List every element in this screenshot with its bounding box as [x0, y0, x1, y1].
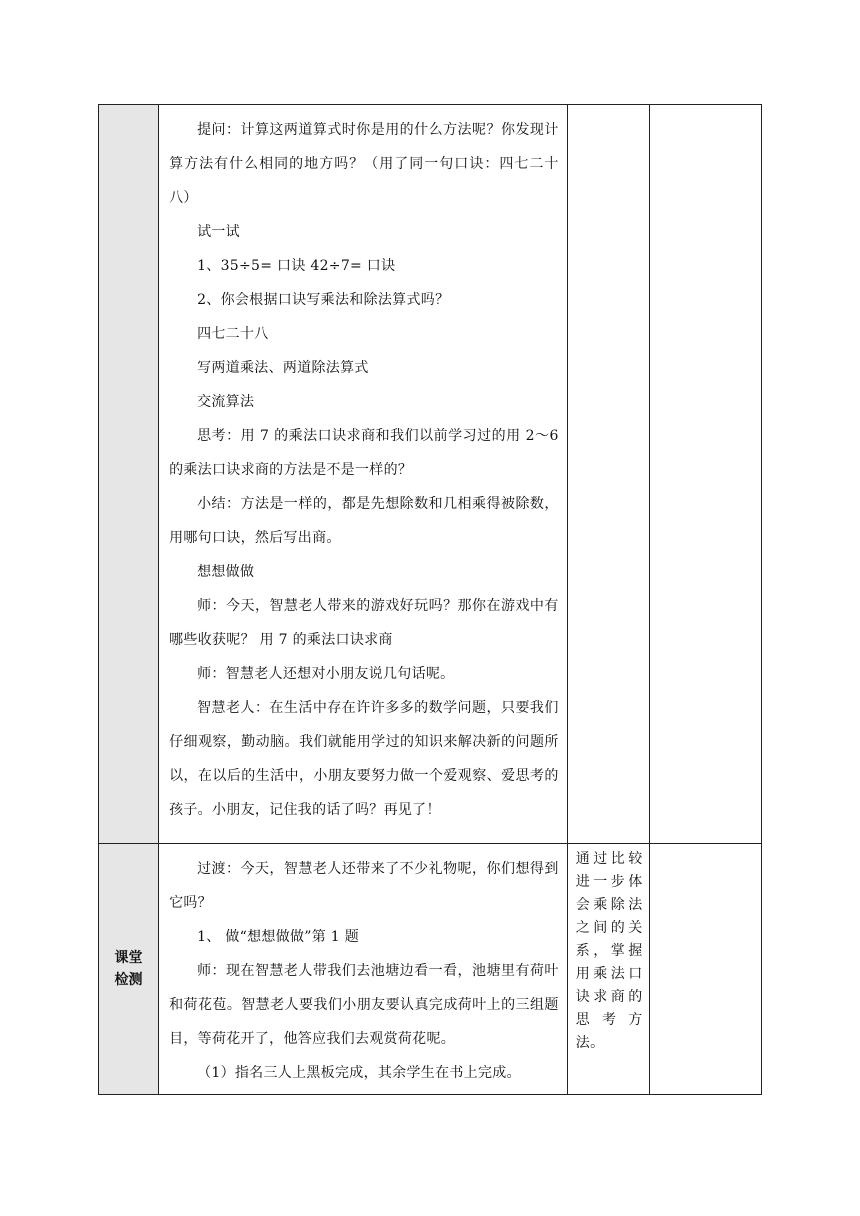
design-intent-note — [568, 844, 649, 1055]
content-cell — [159, 105, 568, 844]
design-intent-cell — [567, 844, 649, 1095]
section-label-cell — [99, 844, 159, 1095]
paragraph: 提问：计算这两道算式时你是用的什么方法呢？你发现计算方法有什么相同的地方吗？（用了同一句口诀：四七二十八） — [169, 122, 559, 206]
paragraph: 1、 做“想想做做”第 1 题 — [197, 929, 360, 945]
paragraph: 智慧老人：在生活中存在许许多多的数学问题，只要我们仔细观察，勤动脑。我们就能用学过的知识来解决新的问题所以，在以后的生活中，小朋友要努力做一个爱观察、爱思考的孩子。小朋友，记住我的话了吗？再见了！ — [169, 700, 559, 818]
paragraph: 师：今天，智慧老人带来的游戏好玩吗？那你在游戏中有哪些收获呢？ 用 7 的乘法口诀求商 — [169, 598, 559, 648]
table-row — [99, 844, 762, 1095]
design-intent-cell — [567, 105, 649, 844]
paragraph: 小结：方法是一样的，都是先想除数和几相乘得被除数，用哪句口诀，然后写出商。 — [169, 496, 559, 546]
paragraph: 师：现在智慧老人带我们去池塘边看一看，池塘里有荷叶和荷花苞。智慧老人要我们小朋友要认真完成荷叶上的三组题目，等荷花开了，他答应我们去观赏荷花呢。 — [169, 963, 559, 1047]
paragraph: 过渡：今天，智慧老人还带来了不少礼物呢，你们想得到它吗？ — [169, 861, 559, 911]
section-label: 课堂检测 — [114, 950, 143, 988]
note-line: 之间的关 — [575, 920, 643, 936]
paragraph: 四七二十八 — [197, 326, 269, 342]
paragraph: 交流算法 — [197, 394, 255, 410]
note-line: 诀求商的 — [575, 989, 643, 1005]
extra-cell — [649, 844, 761, 1095]
note-line: 会乘除法 — [575, 897, 643, 913]
paragraph: 写两道乘法、两道除法算式 — [197, 360, 369, 376]
paragraph: 想想做做 — [197, 564, 255, 580]
lesson-plan-table — [98, 104, 762, 1095]
table-row — [99, 105, 762, 844]
extra-cell — [649, 105, 761, 844]
note-line: 进一步体 — [575, 874, 643, 890]
note-line: 思考方 — [575, 1012, 643, 1028]
paragraph: 2、你会根据口诀写乘法和除法算式吗？ — [197, 292, 450, 308]
note-line: 法。 — [575, 1035, 605, 1051]
paragraph: 师：智慧老人还想对小朋友说几句话呢。 — [197, 666, 455, 682]
note-line: 用乘法口 — [575, 966, 643, 982]
note-line: 系，掌握 — [575, 943, 643, 959]
section-label-cell — [99, 105, 159, 844]
paragraph: 1、35÷5= 口诀 42÷7= 口诀 — [197, 258, 396, 274]
content-cell — [159, 844, 568, 1095]
paragraph: 试一试 — [197, 224, 240, 240]
paragraph: （1）指名三人上黑板完成，其余学生在书上完成。 — [197, 1065, 521, 1081]
paragraph: 思考：用 7 的乘法口诀求商和我们以前学习过的用 2～6 的乘法口诀求商的方法是不是一样的？ — [169, 428, 559, 478]
note-line: 通过比较 — [575, 851, 643, 867]
